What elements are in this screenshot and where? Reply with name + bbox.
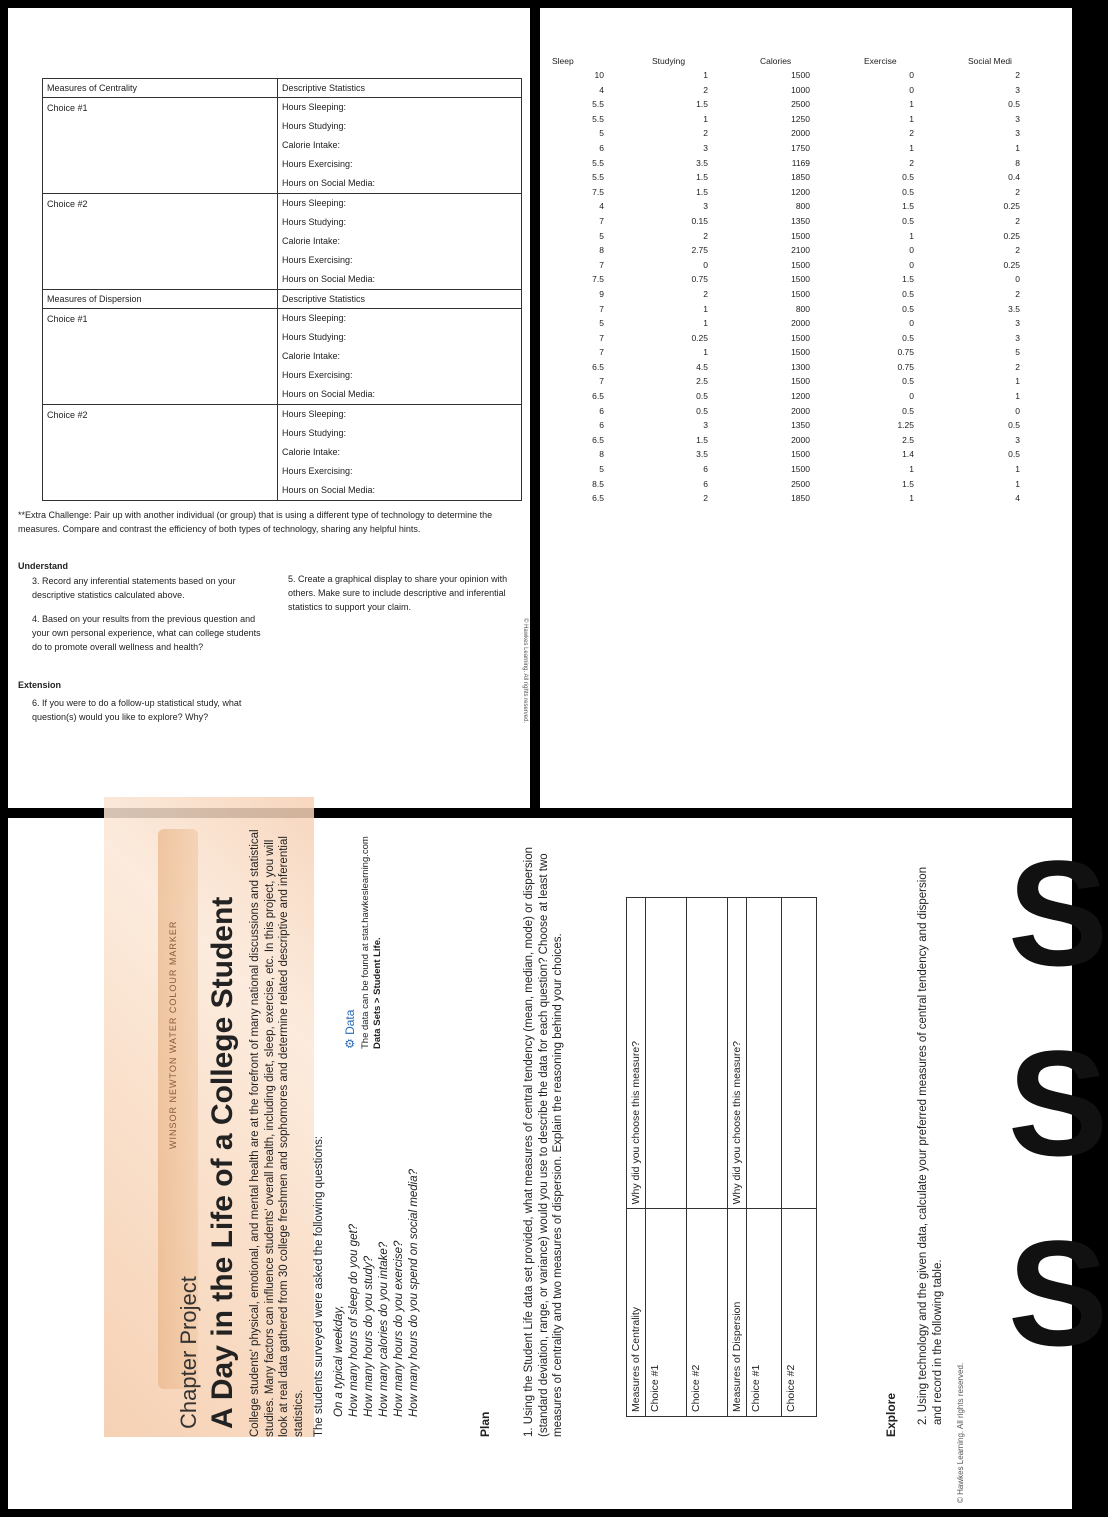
row-sleeping: Hours Sleeping: bbox=[282, 102, 347, 112]
studying-value: 1 bbox=[703, 347, 708, 358]
social-value: 2 bbox=[1015, 215, 1020, 226]
studying-value: 1.5 bbox=[696, 434, 708, 445]
dispersion-choice2: Choice #2 bbox=[43, 405, 278, 501]
studying-value: 6 bbox=[703, 478, 708, 489]
studying-value: 1 bbox=[703, 70, 708, 80]
desc-header: Descriptive Statistics bbox=[278, 79, 522, 98]
row-sleeping: Hours Sleeping: bbox=[282, 198, 347, 208]
question-2: 2. Using technology and the given data, calculate your preferred measures of central tendency and dispersion and record in the following table. bbox=[917, 866, 944, 1425]
row-calories: Calorie Intake: bbox=[282, 236, 341, 246]
decorative-swirl-3: S bbox=[1008, 1209, 1108, 1377]
calories-value: 1169 bbox=[791, 157, 810, 168]
choice1-cell: Choice #1 bbox=[747, 1209, 782, 1417]
dispersion-choice1: Choice #1 bbox=[43, 309, 278, 405]
calories-value: 1000 bbox=[791, 84, 810, 95]
sleep-value: 6.5 bbox=[592, 434, 604, 445]
studying-value: 2.75 bbox=[691, 245, 708, 256]
sleep-value: 6 bbox=[599, 405, 604, 416]
calories-value: 800 bbox=[795, 303, 810, 314]
studying-header: Studying bbox=[652, 56, 686, 66]
row-exercising: Hours Exercising: bbox=[282, 255, 353, 265]
sleep-value: 5 bbox=[599, 464, 604, 475]
sleep-header: Sleep bbox=[552, 56, 574, 66]
why-cell: Why did you choose this measure? bbox=[728, 898, 747, 1209]
social-value: 2 bbox=[1015, 361, 1020, 372]
calories-value: 1500 bbox=[791, 449, 810, 460]
studying-value: 1 bbox=[703, 113, 708, 124]
calories-value: 2500 bbox=[791, 99, 810, 110]
question-1: 1. Using the Student Life data set provided, what measures of central tendency (mean, median, mode) or dispersion (standard deviation, range, or variance) would you use to describe the data for each question? Choose at least two measures of centrality and two measures of dispersion. Explain the reasoning behind your choices. bbox=[523, 846, 564, 1437]
sleep-value: 4 bbox=[599, 201, 604, 212]
sleep-value: 7 bbox=[599, 215, 604, 226]
row-exercising: Hours Exercising: bbox=[282, 466, 353, 476]
studying-value: 1 bbox=[703, 303, 708, 314]
studying-value: 1.5 bbox=[696, 186, 708, 197]
exercise-value: 2.5 bbox=[902, 434, 914, 445]
social-value: 2 bbox=[1015, 70, 1020, 80]
calories-value: 2000 bbox=[791, 128, 810, 139]
studying-value: 0.15 bbox=[691, 215, 708, 226]
exercise-value: 1 bbox=[909, 113, 914, 124]
row-calories: Calorie Intake: bbox=[282, 351, 341, 361]
chapter-project-page bbox=[8, 818, 1108, 1509]
calories-value: 1850 bbox=[791, 172, 810, 183]
social-value: 0.25 bbox=[1003, 230, 1020, 241]
social-value: 0.5 bbox=[1008, 99, 1020, 110]
exercise-values bbox=[864, 68, 914, 506]
sleep-value: 5.5 bbox=[592, 157, 604, 168]
calories-value: 1200 bbox=[791, 186, 810, 197]
social-values bbox=[968, 68, 1020, 506]
question-6: 6. If you were to do a follow-up statistical study, what question(s) would you like to explore? Why? bbox=[32, 698, 242, 722]
dispersion-choice2-rows bbox=[278, 405, 522, 501]
sleep-value: 4 bbox=[599, 84, 604, 95]
exercise-column bbox=[864, 54, 914, 506]
rotated-page bbox=[8, 818, 1072, 1509]
studying-value: 0.5 bbox=[696, 405, 708, 416]
social-value: 3 bbox=[1015, 84, 1020, 95]
social-value: 1 bbox=[1015, 376, 1020, 387]
studying-value: 4.5 bbox=[696, 361, 708, 372]
measures-choice-table bbox=[626, 897, 817, 1417]
project-title: A Day in the Life of a College Student bbox=[206, 896, 239, 1429]
exercise-header: Exercise bbox=[864, 56, 897, 66]
explore-heading: Explore bbox=[884, 1392, 898, 1437]
calories-value: 1500 bbox=[791, 274, 810, 285]
sleep-values bbox=[552, 68, 604, 506]
dataset-page bbox=[540, 8, 1072, 808]
social-value: 4 bbox=[1015, 493, 1020, 504]
sleep-value: 5 bbox=[599, 230, 604, 241]
social-value: 0.5 bbox=[1008, 449, 1020, 460]
studying-value: 2 bbox=[703, 288, 708, 299]
calories-value: 1250 bbox=[791, 113, 810, 124]
exercise-value: 0 bbox=[909, 391, 914, 402]
social-value: 1 bbox=[1015, 464, 1020, 475]
exercise-value: 0.5 bbox=[902, 215, 914, 226]
question-calories: How many calories do you intake? bbox=[378, 1241, 390, 1417]
understand-heading: Understand bbox=[18, 561, 69, 571]
studying-value: 2 bbox=[703, 84, 708, 95]
row-studying: Hours Studying: bbox=[282, 428, 347, 438]
studying-column bbox=[652, 54, 708, 506]
social-value: 5 bbox=[1015, 347, 1020, 358]
calories-value: 1500 bbox=[791, 230, 810, 241]
sleep-value: 6 bbox=[599, 420, 604, 431]
studying-value: 2 bbox=[703, 493, 708, 504]
studying-value: 2 bbox=[703, 230, 708, 241]
dispersion-choice1-rows bbox=[278, 309, 522, 405]
sleep-value: 5 bbox=[599, 318, 604, 329]
sleep-value: 7 bbox=[599, 259, 604, 270]
question-4: 4. Based on your results from the previous question and your own personal experience, what can college students do to promote overall wellness and health? bbox=[32, 614, 261, 652]
exercise-value: 1.25 bbox=[897, 420, 914, 431]
exercise-value: 0 bbox=[909, 259, 914, 270]
calories-header: Calories bbox=[760, 56, 792, 66]
question-5: 5. Create a graphical display to share your opinion with others. Make sure to include descriptive and inferential statistics to support your claim. bbox=[288, 574, 508, 612]
row-studying: Hours Studying: bbox=[282, 121, 347, 131]
studying-value: 0.75 bbox=[691, 274, 708, 285]
calories-value: 1350 bbox=[791, 420, 810, 431]
row-social: Hours on Social Media: bbox=[282, 274, 376, 284]
calories-value: 1500 bbox=[791, 376, 810, 387]
exercise-value: 1 bbox=[909, 99, 914, 110]
social-value: 0.5 bbox=[1008, 420, 1020, 431]
social-value: 3.5 bbox=[1008, 303, 1020, 314]
exercise-value: 0 bbox=[909, 245, 914, 256]
row-sleeping: Hours Sleeping: bbox=[282, 409, 347, 419]
question-study: How many hours do you study? bbox=[363, 1255, 375, 1417]
social-value: 0 bbox=[1015, 405, 1020, 416]
sleep-value: 7 bbox=[599, 332, 604, 343]
exercise-value: 1 bbox=[909, 230, 914, 241]
social-value: 2 bbox=[1015, 245, 1020, 256]
sleep-value: 6 bbox=[599, 142, 604, 153]
exercise-value: 1.5 bbox=[902, 478, 914, 489]
calories-value: 2500 bbox=[791, 478, 810, 489]
social-value: 0 bbox=[1015, 274, 1020, 285]
sleep-value: 6.5 bbox=[592, 493, 604, 504]
social-value: 2 bbox=[1015, 288, 1020, 299]
question-intro: On a typical weekday, bbox=[333, 1305, 345, 1417]
social-value: 0.4 bbox=[1008, 172, 1020, 183]
extra-challenge: **Extra Challenge: Pair up with another individual (or group) that is using a different type of technology to determine the measures. Compare and contrast the efficiency of both types of technology, sharing any helpful hints. bbox=[18, 510, 493, 534]
sleep-value: 8 bbox=[599, 245, 604, 256]
social-value: 3 bbox=[1015, 113, 1020, 124]
sleep-value: 7 bbox=[599, 303, 604, 314]
exercise-value: 0.5 bbox=[902, 303, 914, 314]
studying-value: 1.5 bbox=[696, 99, 708, 110]
exercise-value: 0.5 bbox=[902, 376, 914, 387]
exercise-value: 1 bbox=[909, 142, 914, 153]
data-box bbox=[344, 819, 384, 1049]
row-social: Hours on Social Media: bbox=[282, 389, 376, 399]
copyright-text: © Hawkes Learning. All rights reserved. bbox=[522, 618, 528, 724]
row-calories: Calorie Intake: bbox=[282, 447, 341, 457]
studying-value: 3 bbox=[703, 420, 708, 431]
studying-value: 3 bbox=[703, 201, 708, 212]
question-exercise: How many hours do you exercise? bbox=[393, 1240, 405, 1417]
question-sleep: How many hours of sleep do you get? bbox=[348, 1223, 360, 1417]
social-value: 0.25 bbox=[1003, 259, 1020, 270]
decorative-swirl-2: S bbox=[1008, 1019, 1108, 1187]
exercise-value: 0.5 bbox=[902, 288, 914, 299]
chapter-label: Chapter Project bbox=[176, 1276, 201, 1429]
plan-heading: Plan bbox=[478, 1411, 492, 1437]
sleep-value: 5 bbox=[599, 128, 604, 139]
studying-value: 1 bbox=[703, 318, 708, 329]
studying-value: 2.5 bbox=[696, 376, 708, 387]
calories-value: 800 bbox=[795, 201, 810, 212]
row-calories: Calorie Intake: bbox=[282, 140, 341, 150]
descriptive-stats-table bbox=[42, 78, 522, 501]
social-value: 1 bbox=[1015, 391, 1020, 402]
social-value: 2 bbox=[1015, 186, 1020, 197]
sleep-column bbox=[552, 54, 604, 506]
sleep-value: 7 bbox=[599, 347, 604, 358]
row-sleeping: Hours Sleeping: bbox=[282, 313, 347, 323]
choice1-cell: Choice #1 bbox=[646, 1209, 687, 1417]
sleep-value: 5.5 bbox=[592, 172, 604, 183]
data-path: Data Sets > Student Life. bbox=[372, 937, 383, 1049]
sleep-value: 7 bbox=[599, 376, 604, 387]
studying-value: 0 bbox=[703, 259, 708, 270]
question-3: 3. Record any inferential statements based on your descriptive statistics calculated above. bbox=[32, 576, 236, 600]
sleep-value: 7.5 bbox=[592, 186, 604, 197]
calories-value: 2000 bbox=[791, 405, 810, 416]
exercise-value: 0.75 bbox=[897, 347, 914, 358]
social-value: 1 bbox=[1015, 478, 1020, 489]
calories-value: 1750 bbox=[791, 142, 810, 153]
social-column bbox=[968, 54, 1020, 506]
calories-value: 1500 bbox=[791, 288, 810, 299]
exercise-value: 1 bbox=[909, 464, 914, 475]
row-studying: Hours Studying: bbox=[282, 217, 347, 227]
exercise-value: 0.5 bbox=[902, 405, 914, 416]
social-value: 1 bbox=[1015, 142, 1020, 153]
centrality-cell: Measures of Centrality bbox=[627, 1209, 646, 1417]
social-value: 0.25 bbox=[1003, 201, 1020, 212]
calories-value: 1300 bbox=[791, 361, 810, 372]
sleep-value: 5.5 bbox=[592, 99, 604, 110]
row-social: Hours on Social Media: bbox=[282, 178, 376, 188]
sleep-value: 9 bbox=[599, 288, 604, 299]
exercise-value: 1.5 bbox=[902, 274, 914, 285]
centrality-choice2: Choice #2 bbox=[43, 194, 278, 290]
sleep-value: 8 bbox=[599, 449, 604, 460]
question-social: How many hours do you spend on social media? bbox=[408, 1168, 420, 1417]
calories-values bbox=[760, 68, 810, 506]
exercise-value: 0 bbox=[909, 70, 914, 80]
exercise-value: 0.5 bbox=[902, 186, 914, 197]
survey-questions bbox=[332, 1169, 422, 1417]
why-cell: Why did you choose this measure? bbox=[627, 898, 646, 1209]
social-value: 8 bbox=[1015, 157, 1020, 168]
social-value: 3 bbox=[1015, 434, 1020, 445]
studying-value: 0.25 bbox=[691, 332, 708, 343]
calories-value: 2000 bbox=[791, 318, 810, 329]
copyright-text: © Hawkes Learning. All rights reserved. bbox=[956, 1362, 965, 1503]
surveyed-text: The students surveyed were asked the following questions: bbox=[313, 1135, 325, 1437]
extension-heading: Extension bbox=[18, 680, 62, 690]
intro-paragraph: College students' physical, emotional, and mental health are at the forefront of many national discussions and statistical studies. Many factors can influence students' overall health, including diet, sleep, exercise, etc. In this project, you will look at real data gathered from 30 college freshmen and sophomores and determine related descriptive and inferential statistics. bbox=[249, 829, 305, 1437]
dispersion-cell: Measures of Dispersion bbox=[728, 1209, 747, 1417]
studying-value: 2 bbox=[703, 128, 708, 139]
sleep-value: 6.5 bbox=[592, 391, 604, 402]
desc-header: Descriptive Statistics bbox=[278, 290, 522, 309]
studying-value: 3 bbox=[703, 142, 708, 153]
exercise-value: 1.5 bbox=[902, 201, 914, 212]
exercise-value: 2 bbox=[909, 128, 914, 139]
studying-values bbox=[652, 68, 708, 506]
centrality-choice1: Choice #1 bbox=[43, 98, 278, 194]
exercise-value: 1.4 bbox=[902, 449, 914, 460]
social-header: Social Medi bbox=[968, 56, 1012, 66]
studying-value: 3.5 bbox=[696, 157, 708, 168]
studying-value: 0.5 bbox=[696, 391, 708, 402]
sleep-value: 7.5 bbox=[592, 274, 604, 285]
calories-value: 1500 bbox=[791, 259, 810, 270]
data-text: The data can be found at stat.hawkeslearning.com bbox=[360, 836, 371, 1049]
exercise-value: 2 bbox=[909, 157, 914, 168]
choice2-cell: Choice #2 bbox=[687, 1209, 728, 1417]
exercise-value: 0 bbox=[909, 318, 914, 329]
calories-value: 2100 bbox=[791, 245, 810, 256]
sleep-value: 10 bbox=[594, 70, 604, 80]
exercise-value: 0.5 bbox=[902, 172, 914, 183]
choice2-cell: Choice #2 bbox=[782, 1209, 817, 1417]
calories-value: 1850 bbox=[791, 493, 810, 504]
studying-value: 1.5 bbox=[696, 172, 708, 183]
dispersion-header: Measures of Dispersion bbox=[43, 290, 278, 309]
worksheet-page bbox=[8, 8, 530, 808]
social-value: 3 bbox=[1015, 128, 1020, 139]
sleep-value: 5.5 bbox=[592, 113, 604, 124]
social-value: 3 bbox=[1015, 318, 1020, 329]
exercise-value: 0.75 bbox=[897, 361, 914, 372]
exercise-value: 0 bbox=[909, 84, 914, 95]
exercise-value: 1 bbox=[909, 493, 914, 504]
sleep-value: 6.5 bbox=[592, 361, 604, 372]
calories-value: 1200 bbox=[791, 391, 810, 402]
row-exercising: Hours Exercising: bbox=[282, 370, 353, 380]
calories-value: 1500 bbox=[791, 332, 810, 343]
exercise-value: 0.5 bbox=[902, 332, 914, 343]
row-studying: Hours Studying: bbox=[282, 332, 347, 342]
row-social: Hours on Social Media: bbox=[282, 485, 376, 495]
centrality-choice2-rows bbox=[278, 194, 522, 290]
data-icon: ⚙ bbox=[343, 1034, 357, 1049]
calories-value: 2000 bbox=[791, 434, 810, 445]
studying-value: 6 bbox=[703, 464, 708, 475]
centrality-choice1-rows bbox=[278, 98, 522, 194]
decorative-swirl-1: S bbox=[1008, 829, 1108, 997]
calories-value: 1350 bbox=[791, 215, 810, 226]
calories-value: 1500 bbox=[791, 464, 810, 475]
calories-value: 1500 bbox=[791, 70, 810, 80]
data-heading: ⚙ Data bbox=[343, 1009, 357, 1049]
calories-column bbox=[760, 54, 810, 506]
studying-value: 3.5 bbox=[696, 449, 708, 460]
row-exercising: Hours Exercising: bbox=[282, 159, 353, 169]
calories-value: 1500 bbox=[791, 347, 810, 358]
sleep-value: 8.5 bbox=[592, 478, 604, 489]
centrality-header: Measures of Centrality bbox=[43, 79, 278, 98]
marker-label: WINSOR NEWTON WATER COLOUR MARKER bbox=[168, 920, 178, 1149]
social-value: 3 bbox=[1015, 332, 1020, 343]
